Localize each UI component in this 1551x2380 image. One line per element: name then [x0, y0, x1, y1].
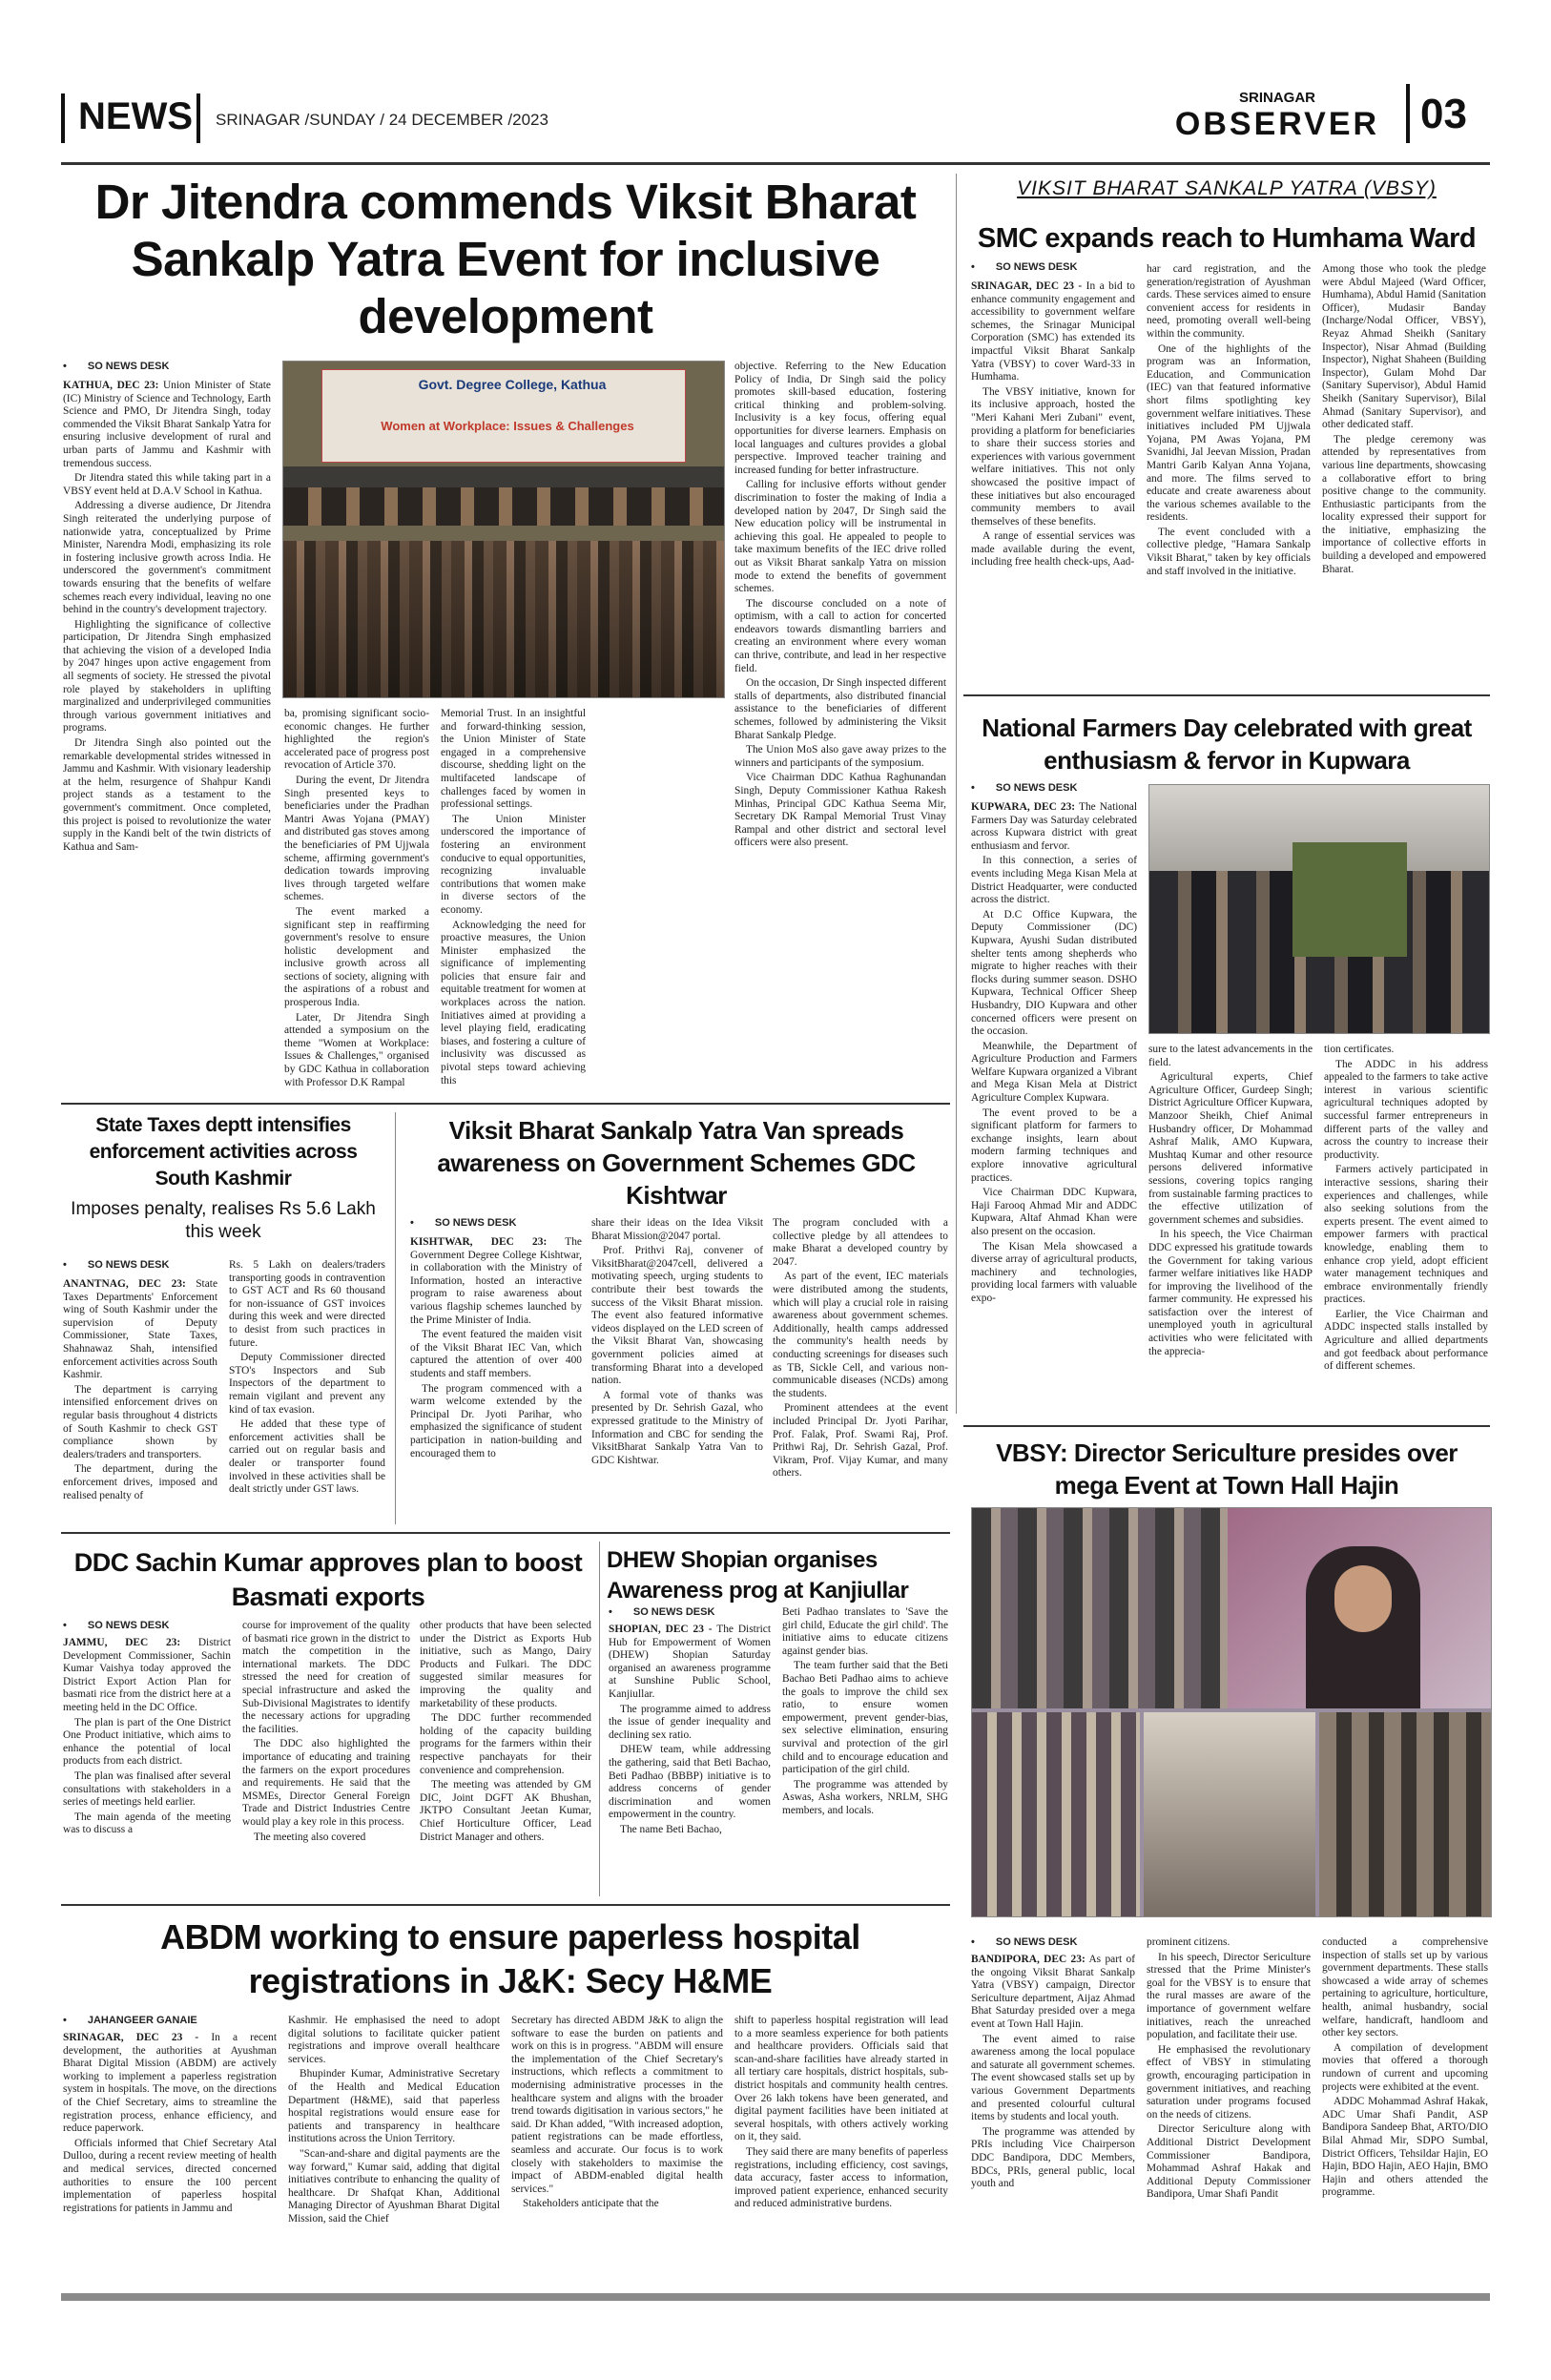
a9-byline: • JAHANGEER GANAIE	[63, 2015, 197, 2026]
a2-headline: SMC expands reach to Humhama Ward	[977, 223, 1477, 254]
column-divider	[956, 174, 957, 1414]
a3-col1: KUPWARA, DEC 23: The National Farmers Day was Saturday celebrated across Kupwara district with great enthusiasm and fervor. In this connection, a series of events including Mega Kisan Mela at District Headquarter, were conducted across the district. At D.C Office Kupwara, the Deputy Commissioner (DC) Kupwara, Ayushi Sudan distributed shelter tents among shepherds who migrate to higher reaches with their flocks during summer season. DSHO Kupwara, Technical Officer Sheep Husbandry, DIO Kupwara and other concerned officers were present on the occasion. Meanwhile, the Department of Agriculture Production and Farmers Welfare Kupwara organized a Vibrant and Mega Kisan Mela at District Agriculture Complex Kupwara. The event proved to be a significant platform for farmers to exchange insights, learn about modern farming techniques and explore innovative agricultural practices. Vice Chairman DDC Kupwara, Haji Farooq Ahmad Mir and ADDC Kupwara, Altaf Ahmad Khan were also present on the occasion. The Kisan Mela showcased a diverse array of agricultural products, machinery and technologies, providing local farmers with valuable expo-	[971, 801, 1137, 1304]
a4-col1: ANANTNAG, DEC 23: State Taxes Departments' Enforcement wing of South Kashmir under the supervision of Deputy Commissioner, State Taxes, Shahnawaz Shah, intensified enforcement activities across South Kashmir. The department is carrying intensified enforcement drives on regular basis throughout 4 districts of South Kashmir to check GST compliance shown by dealers/traders and transporters. The department, during the enforcement drives, imposed and realised penalty of	[63, 1278, 217, 1501]
photo-audience-shade	[283, 541, 724, 697]
header-divider	[196, 93, 200, 143]
a6-divider	[599, 1542, 600, 1896]
a1-col4: objective. Referring to the New Education Policy of India, Dr Singh said the policy promotes skill-based education, fostering critical thinking and problem-solving. Inclusivity is a key focus, offering equal opportunities for diverse learners. Emphasis on local languages and cultures provides a global perspective. Improved teacher training and increased funding for better infrastructure. Calling for inclusive efforts without gender discrimination to foster the making of India a developed nation by 2047, Dr Singh said the New education policy will be instrumental in achieving this goal. He appealed to people to take maximum benefits of the IEC drive rolled out as Viksit Bharat sankalp Yatra on mission mode to extend the benefits of government schemes. The discourse concluded on a note of optimism, with a call to action for concerted endeavors towards dismantling barriers and creating an environment where every woman can thrive, contribute, and lead in her respective field. On the occasion, Dr Singh inspected different stalls of departments, also distributed financial assistance to the beneficiaries of different schemes, followed by administering the Viksit Bharat Sankalp Pledge. The Union MoS also gave away prizes to the winners and participants of the symposium. Vice Chairman DDC Kathua Raghunandan Singh, Deputy Commissioner Kathua Rakesh Minhas, Principal GDC Kathua Seema Mir, Secretary DK Rampal Memorial Trust Vinay Rampal and other district and sectoral level officers were also present.	[734, 361, 946, 849]
a1-col3: Memorial Trust. In an insightful and forward-thinking session, the Union Minister of State engaged in a comprehensive discourse, shedding light on the multifaceted landscape of challenges faced by women in professional settings. The Union Minister underscored the importance of fostering an environment conducive to equal opportunities, recognizing invaluable contributions that women make in diverse sectors of the economy. Acknowledging the need for proactive measures, the Union Minister emphasized the significance of implementing policies that ensure fair and equitable treatment for women at workplaces across the nation. Initiatives aimed at providing a level playing field, eradicating biases, and fostering a culture of inclusivity was discussed as pivotal steps toward achieving this	[441, 708, 586, 1087]
a9-col4: shift to paperless hospital registration will lead to a more seamless experience for both patients and healthcare providers. Officials said that scan-and-share facilities have already started in all tertiary care hospitals, district hospitals, sub-district hospitals and community health centres. Over 26 lakh tokens have been generated, and digital payment facilities have been initiated at several hospitals, with others actively working on it, they said. They said there are many benefits of paperless registrations, including efficiency, cost savings, data accuracy, faster access to information, improved patient experience, enhanced security and reduced administrative burdens.	[734, 2015, 948, 2210]
a8-photo	[971, 1507, 1492, 1917]
a5-col2: share their ideas on the Idea Viksit Bharat Mission@2047 portal. Prof. Prithvi Raj, convener of ViksitBharat@2047cell, delivered a motivating speech, urging students to contribute their best towards the success of the Viksit Bharat mission. The event also featured informative videos displayed on the LED screen of the Viksit Bharat Van, showcasing government policies aimed at transforming Bharat into a developed nation. A formal vote of thanks was presented by Dr. Sehrish Gazal, who expressed gratitude to the Ministry of Information and CBC for sending the ViksitBharat Sankalp Yatra Van to GDC Kishtwar.	[591, 1217, 763, 1466]
a9-col3: Secretary has directed ABDM J&K to align the software to ease the burden on patients and work on this is in progress. "ABDM will ensure the implementation of the Chief Secretary's instructions, which reflects a commitment to modernising administrative processes in the healthcare system and aligns with the broader trend towards digitisation in various sectors," he said. Dr Khan added, "With increased adoption, patient registrations can be made effortless, seamless and accurate. Our focus is to work closely with stakeholders to maximise the impact of ABDM-enabled digital health services." Stakeholders anticipate that the	[511, 2015, 723, 2210]
a9-headline: ABDM working to ensure paperless hospital registrations in J&K: Secy H&ME	[160, 1917, 860, 2000]
photo-people-row	[283, 487, 724, 526]
a1-col2: ba, promising significant socio-economic changes. He further highlighted the region's accelerated pace of progress post revocation of Article 370. During the event, Dr Jitendra Singh presented keys to beneficiaries under the Pradhan Mantri Awas Yojana (PMAY) and distributed gas stoves among the beneficiaries of PM Ujjwala scheme, affirming government's dedication towards improving lives through targeted welfare schemes. The event marked a significant step in reaffirming government's resolve to ensure holistic development and inclusive growth across all sections of society, aligning with the aspirations of a robust and prosperous India. Later, Dr Jitendra Singh attended a symposium on the theme "Women at Workplace: Issues & Challenges," organised by GDC Kathua in collaboration with Professor D.K Rampal	[284, 708, 429, 1088]
dateline: SRINAGAR /SUNDAY / 24 DECEMBER /2023	[216, 111, 548, 129]
a3-photo	[1148, 784, 1490, 1034]
lower-rule	[61, 1904, 950, 1906]
a2-col3: Among those who took the pledge were Abdul Majeed (Ward Officer, Humhama), Abdul Hamid (Sanitation Officer), Mudasir Banday (Incharge/Nodal Officer, VBSY), Reyaz Ahmad Sheikh (Sanitary Inspector), Nisar Ahmad (Building Inspector), Nighat Shaheen (Building Inspector), Gulam Mohd Dar (Sanitary Supervisor), Abdul Hamid Sheikh (Sanitary Supervisor), Bilal Ahmad (Sanitary Supervisor), and other dedicated staff. The pledge ceremony was attended by representatives from various line departments, showcasing a collaborative effort to bring positive change to the community. Enthusiastic participants from the locality expressed their support for the initiative, emphasizing the importance of collective efforts in building a developed and empowered Bharat.	[1322, 263, 1486, 575]
a6-col1: JAMMU, DEC 23: District Development Commissioner, Sachin Kumar Vaishya today approved the District Export Action Plan for basmati rice from the district here at a meeting held in the DC Office. The plan is part of the One District One Product initiative, which aims to enhance the potential of local products from each district. The plan was finalised after several consultations with stakeholders in a series of meetings held earlier. The main agenda of the meeting was to discuss a	[63, 1637, 231, 1836]
header-rule	[61, 162, 1490, 165]
a1-byline: • SO NEWS DESK	[63, 361, 169, 372]
a3-col2: sure to the latest advancements in the field. Agricultural experts, Chief Agriculture Officer, Gurdeep Singh; District Agriculture Officer Kupwara, Manzoor Sheikh, Chief Animal Husbandry officer, Dr Mohammad Ashraf Malik, AMO Kupwara, Mushtaq Kumar and other resource persons delivered informative sessions, covering topics ranging from sustainable farming practices to the effective utilization of government schemes and subsidies. In his speech, the Vice Chairman DDC expressed his gratitude towards the Government for taking various farmer welfare initiatives like HADP for improving the livelihood of the farmer community. He expressed his satisfaction over the interest of unemployed youth in agricultural activities who were felicitated with the apprecia-	[1148, 1044, 1313, 1357]
a7-headline: DHEW Shopian organises Awareness prog at Kanjiullar	[607, 1547, 909, 1604]
a6-col2: course for improvement of the quality of basmati rice grown in the district to match the competition in the international markets. The DDC stressed the need for creation of special infrastructure and asked the Sub-Divisional Magistrates to identify the necessary actions for upgrading the facilities. The DDC also highlighted the importance of educating and training the farmers on the export procedures and requirements. He said that the MSMEs, Director General Foreign Trade and District Industries Centre would play a key role in this process. The meeting also covered	[242, 1620, 410, 1843]
a3-headline: National Farmers Day celebrated with great enthusiasm & fervor in Kupwara	[982, 714, 1472, 775]
a8-col3: conducted a comprehensive inspection of stalls set up by various government departments. These stalls showcased a wide array of schemes pertaining to agriculture, horticulture, health, animal husbandry, social welfare, handicraft, handloom and other key sectors. A compilation of development movies that offered a thorough rundown of current and upcoming projects were exhibited at the event. ADDC Mohammad Ashraf Hakak, ADC Umar Shafi Pandit, ASP Bandipora Sandeep Bhat, ARTO/DIO Bilal Ahmad Mir, SDPO Sumbal, District Officers, Tehsildar Hajin, EO Hajin, BDO Hajin, AEO Hajin, BMO Hajin and others attended the programme.	[1322, 1936, 1488, 2199]
photo-bottom-left	[972, 1712, 1140, 1916]
a1-photo	[282, 361, 725, 698]
a7-col1: SHOPIAN, DEC 23 - The District Hub for Empowerment of Women (DHEW) Shopian Saturday organised an awareness programme at Sunshine Public School, Kanjiullar. The programme aimed to address the issue of gender inequality and declining sex ratio. DHEW team, while addressing the gathering, said that Beti Bachao, Beti Padhao (BBBP) initiative is to address concerns of gender discrimination and women empowerment in the country. The name Beti Bachao,	[609, 1624, 771, 1835]
a9-col2: Kashmir. He emphasised the need to adopt digital solutions to facilitate quicker patient registrations and improve overall healthcare services. Bhupinder Kumar, Administrative Secretary of the Health and Medical Education Department (H&ME), said that paperless hospital registrations would ensure ease for patients and transparency in healthcare institutions across the Union Territory. "Scan-and-share and digital payments are the way forward," Kumar said, adding that digital initiatives contribute to enhancing the quality of healthcare. Dr Shafqat Khan, Additional Managing Director of Ayushman Bharat Digital Mission, said the Chief	[288, 2015, 500, 2225]
a5-col1: KISHTWAR, DEC 23: The Government Degree College Kishtwar, in collaboration with the Ministry of Information, hosted an interactive program to raise awareness about various flagship schemes launched by the Prime Minister of India. The event featured the maiden visit of the Viksit Bharat IEC Van, which captured the attention of over 400 students and staff members. The program commenced with a warm welcome extended by the Principal Dr. Jyoti Parihar, who emphasized the significance of student participation in nation-building and encouraged them to	[410, 1236, 582, 1459]
a2-kicker: VIKSIT BHARAT SANKALP YATRA (VBSY)	[1017, 177, 1437, 199]
photo-speaker-face	[1334, 1565, 1392, 1632]
a6-col3: other products that have been selected under the District as Exports Hub initiative, such as Mango, Dairy Products and Fulkari. The DDC suggested similar measures for improving the quality and marketability of these products. The DDC further recommended holding of the capacity building programs for the farmers within their respective panchayats for their convenience and comprehension. The meeting was attended by GM DIC, Joint DGFT AK Bhushan, JKTPO Consultant Jeetan Kumar, Chief Horticulture Officer, Lead District Manager and others.	[420, 1620, 591, 1843]
a8-col1: BANDIPORA, DEC 23: As part of the ongoing Viksit Bharat Sankalp Yatra (VBSY) campaign, Director Sericulture department, Aijaz Ahmad Bhat Saturday presided over a mega event at Town Hall Hajin. The event aimed to raise awareness among the local populace and saturate all government schemes. The event showcased stalls set up by various Government Departments and presented colourful cultural items by students and local youth. The programme was attended by PRIs including Vice Chairperson DDC Bandipora, DDC Members, BDCs, PRIs, general public, local youth and	[971, 1954, 1135, 2190]
photo-bottom-mid	[1144, 1712, 1315, 1916]
a1-bottom-rule	[61, 1103, 950, 1105]
a3-bottom-rule	[963, 1425, 1490, 1427]
photo-bottom-right	[1319, 1712, 1491, 1916]
a2-byline: • SO NEWS DESK	[971, 261, 1077, 273]
footer-rule	[61, 2293, 1490, 2301]
a3-byline: • SO NEWS DESK	[971, 782, 1077, 794]
a3-col3: tion certificates. The ADDC in his address appealed to the farmers to take active interest in various scientific agricultural techniques adopted by successful farmer entrepreneurs in different parts of the valley and across the country to increase their productivity. Farmers actively participated in interactive sessions, sharing their experiences and challenges, while also seeking solutions from the experts present. The event aimed to empower farmers with practical knowledge, enabling them to enhance crop yield, adopt efficient water management techniques and embrace environmentally friendly practices. Earlier, the Vice Chairman and ADDC inspected stalls installed by Agriculture and allied departments and got feedback about performance of different schemes.	[1324, 1044, 1488, 1373]
mid-rule	[61, 1532, 950, 1534]
a8-col2: prominent citizens. In his speech, Director Sericulture stressed that the Prime Minister's goal for the VBSY is to ensure that the rural masses are aware of the importance of government welfare initiatives, reach the unreached population, and facilitate their use. He emphasised the revolutionary effect of VBSY in stimulating growth, encouraging participation in government initiatives, and reaching saturation under programs focused on the needs of citizens. Director Sericulture along with Additional District Development Commissioner Bandipora, Mohammad Ashraf Hakak and Additional Deputy Commissioner Bandipora, Umar Shafi Pandit	[1147, 1936, 1311, 2201]
a2-rule	[963, 694, 1490, 696]
a9-col1: SRINAGAR, DEC 23 - In a recent development, the authorities at Ayushman Bharat Digital Mission (ABDM) are actively working to implement a paperless registration system in hospitals. The move, on the directions of the Chief Secretary, aims to streamline the registration process, enhance efficiency, and reduce paperwork. Officials informed that Chief Secretary Atal Dulloo, during a recent review meeting of health and medical services, directed concerned authorities to ensure the 100 percent implementation of paperless hospital registrations for patients in Jammu and	[63, 2032, 277, 2214]
a8-byline: • SO NEWS DESK	[971, 1936, 1077, 1948]
page-number: 03	[1420, 91, 1467, 137]
a7-byline: • SO NEWS DESK	[609, 1606, 714, 1618]
a5-byline: • SO NEWS DESK	[410, 1217, 516, 1229]
section-label: NEWS	[78, 95, 193, 137]
photo-left-group	[972, 1508, 1228, 1708]
a4-headline: State Taxes deptt intensifies enforcement activities across South Kashmir	[89, 1114, 358, 1190]
masthead-top: SRINAGAR	[1238, 90, 1315, 106]
a2-col1: SRINAGAR, DEC 23 - In a bid to enhance community engagement and accessibility to government welfare schemes, the Srinagar Municipal Corporation (SMC) has extended its impactful Viksit Bharat Sankalp Yatra (VBSY) to cover Ward-33 in Humhama. The VBSY initiative, known for its inclusive approach, hosted the "Meri Kahani Meri Zubani" event, providing a platform for beneficiaries to share their success stories and experiences with various government welfare initiatives. This not only showcased the positive impact of these initiatives but also encouraged community members to avail themselves of these benefits. A range of essential services was made available during the event, including free health check-ups, Aad-	[971, 280, 1135, 569]
photo-banner-sub: Women at Workplace: Issues & Challenges	[381, 419, 634, 433]
a2-col2: har card registration, and the generation/registration of Ayushman cards. These services aimed to ensure convenient access for residents in need, promoting overall well-being within the community. One of the highlights of the program was an Information, Education, and Communication (IEC) van that featured informative short films spotlighting key government welfare initiatives. These initiatives included PM Ujjwala Yojana, PM Awas Yojana, PM Svanidhi, Jal Jeevan Mission, Pradan Mantri Garib Kalyan Anna Yojana, and more. The films served to educate and create awareness about the various schemes available to the residents. The event concluded with a collective pledge, "Hamara Sankalp Viksit Bharat," taken by key officials and staff involved in the initiative.	[1147, 263, 1311, 577]
a7-col2: Beti Padhao translates to 'Save the girl child, Educate the girl child'. The initiative aims to educate citizens against gender bias. The team further said that the Beti Bachao Beti Padhao aims to achieve the goals to improve the child sex ratio, to ensure women empowerment, prevent gender-bias, sex selective elimination, ensuring survival and protection of the girl child and to encourage education and participation of the girl child. The programme was attended by Aswas, Asha workers, NRLM, SHG members, and locals.	[782, 1606, 948, 1816]
a5-col3: The program concluded with a collective pledge by all attendees to make Bharat a developed country by 2047. As part of the event, IEC materials were distributed among the students, which will play a crucial role in raising awareness about government schemes. Additionally, health camps addressed the community's health needs by conducting screenings for diseases such as TB, Sickle Cell, and various non-communicable diseases (NCDs) among the students. Prominent attendees at the event included Principal Dr. Jyoti Parihar, Prof. Falak, Prof. Swami Raj, Prof. Prithwi Raj, Dr. Sehrish Gazal, Prof. Vikram, Prof. Vijay Kumar, and many others.	[773, 1217, 948, 1480]
a6-byline: • SO NEWS DESK	[63, 1620, 169, 1631]
photo-banner-title: Govt. Degree College, Kathua	[418, 377, 607, 392]
header-divider-right	[1406, 84, 1410, 143]
a4-col2: Rs. 5 Lakh on dealers/traders transporting goods in contravention to GST ACT and Rs 60 thousand for non-issuance of GST invoices during this week and were directed to desist from such practices in future. Deputy Commissioner directed STO's Inspectors and Sub Inspectors of the department to remain vigilant and prevent any kind of tax evasion. He added that these type of enforcement activities shall be carried out on regular basis and dealer or transporter found involved in these activities shall be dealt strictly under GST laws.	[229, 1259, 385, 1496]
a1-headline: Dr Jitendra commends Viksit Bharat Sankalp Yatra Event for inclusive development	[94, 175, 917, 343]
a6-headline: DDC Sachin Kumar approves plan to boost Basmati exports	[73, 1548, 583, 1611]
a1-col1: KATHUA, DEC 23: Union Minister of State (IC) Ministry of Science and Technology, Earth Science and PMO, Dr Jitendra Singh, today commended the Viksit Bharat Sankalp Yatra for ensuring inclusive development of rural and urban parts of Jammu and Kashmir with tremendous success. Dr Jitendra stated this while taking part in a VBSY event held at D.A.V School in Kathua. Addressing a diverse audience, Dr Jitendra Singh reiterated the underlying purpose of nationwide yatra, conceptualized by Prime Minister, Narendra Modi, emphasizing its role in fostering inclusive growth across India. He underscored the government's commitment towards ensuring that the benefits of welfare schemes reach every individual, leaving no one behind in the country's development trajectory. Highlighting the significance of collective participation, Dr Jitendra Singh emphasized that achieving the vision of a developed India by 2047 hinges upon active engagement from all segments of society. He stressed the pivotal role played by stakeholders in uplifting marginalized and underprivileged communities through various government initiatives and programs. Dr Jitendra Singh also pointed out the remarkable developmental strides witnessed in Jammu and Kashmir. With visionary leadership at the helm, resurgence of Shahpur Kandi project stands as a testament to the government's commitment. Once completed, this project is poised to revolutionize the water supply in the Kandi belt of the twin districts of Kathua and Sam-	[63, 380, 271, 853]
a4-divider	[395, 1112, 396, 1524]
photo-tent	[1292, 842, 1407, 957]
header-left-bar	[61, 93, 65, 143]
page-header	[61, 84, 1490, 151]
a8-headline: VBSY: Director Sericulture presides over mega Event at Town Hall Hajin	[996, 1438, 1458, 1500]
a4-byline: • SO NEWS DESK	[63, 1259, 169, 1271]
masthead-logo: OBSERVER	[1174, 106, 1380, 142]
a4-subhead: Imposes penalty, realises Rs 5.6 Lakh this week	[71, 1199, 376, 1242]
a5-headline: Viksit Bharat Sankalp Yatra Van spreads awareness on Government Schemes GDC Kishtwar	[437, 1116, 916, 1210]
